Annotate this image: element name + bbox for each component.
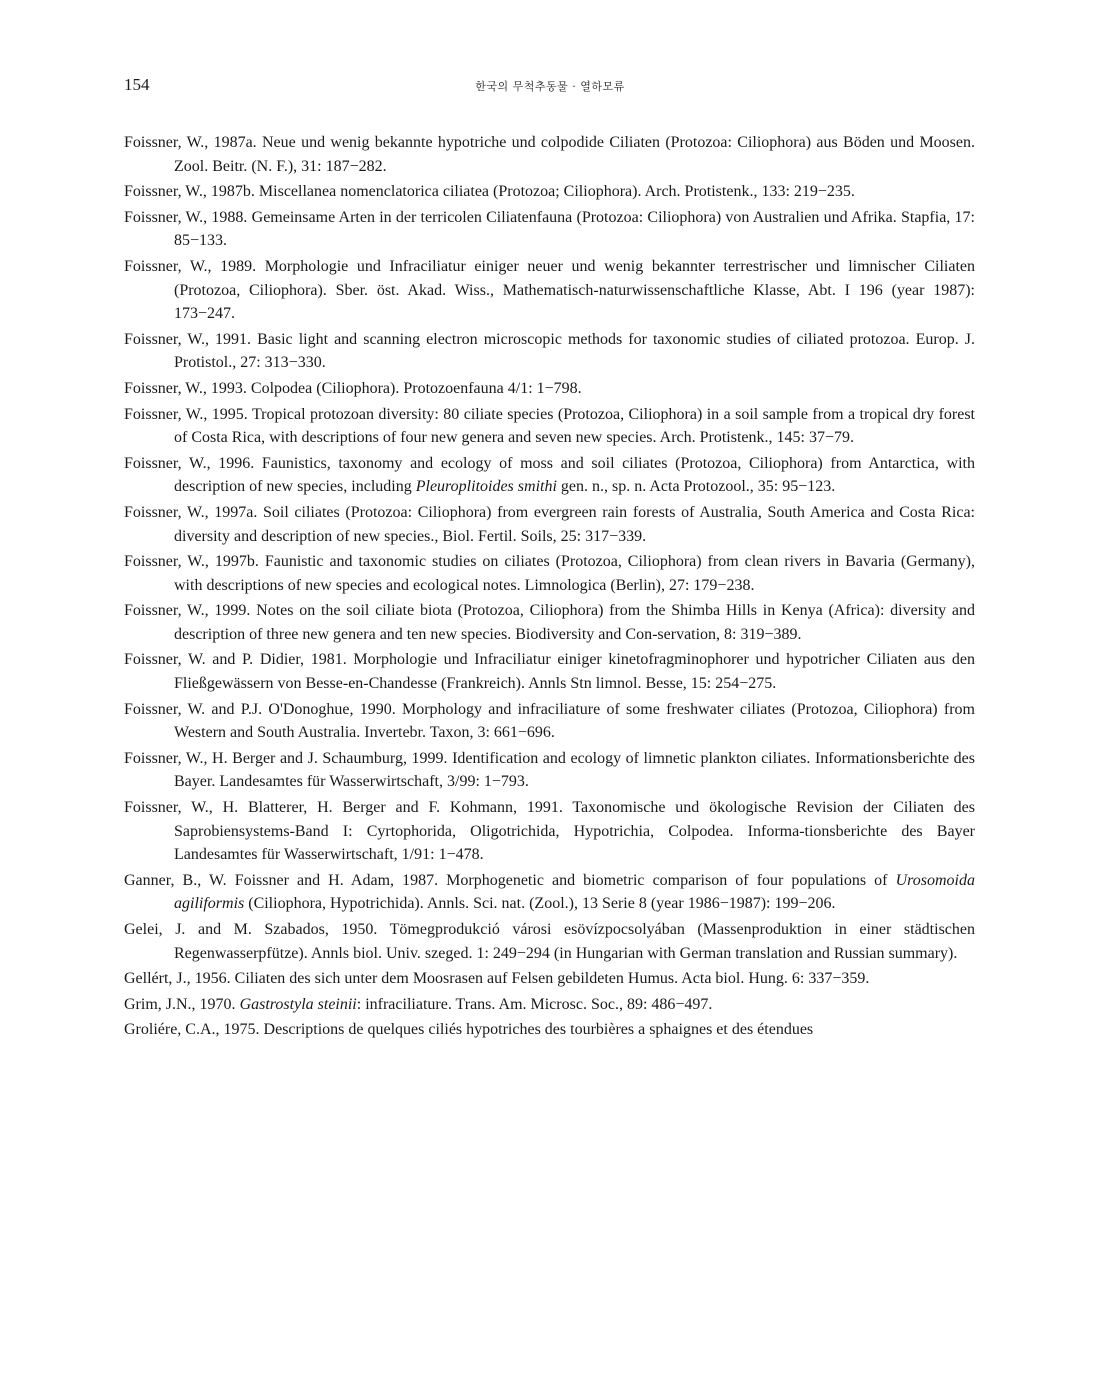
- reference-entry: [124, 131, 975, 178]
- reference-list: [124, 131, 975, 1044]
- page-number: 154: [124, 75, 150, 94]
- reference-text: Foissner, W., 1987a. Neue und wenig bekannte hypotriche und colpodide Ciliaten (Protozoa: Ciliophora) aus Böden und Moosen. Zool. Beitr. (N. F.), 31: 187−282.: [124, 134, 975, 175]
- species-name: Gastrostyla steinii: [239, 995, 357, 1013]
- reference-text: Foissner, W., 1988. Gemeinsame Arten in der terricolen Ciliatenfauna (Protozoa: Ciliophora) von Australien und Afrika. Stapfia, 17: 85−133.: [124, 208, 975, 250]
- reference-text: : infraciliature. Trans. Am. Microsc. Soc., 89: 486−497.: [356, 995, 713, 1013]
- reference-entry: [124, 698, 975, 745]
- reference-text: Foissner, W., H. Blatterer, H. Berger and F. Kohmann, 1991. Taxonomische und ökologische Revision der Ciliaten des Saprobiensystems-Band I: Cyrtophorida, Oligotrichida, Hypotrichia, Colpodea. Informa-tionsberichte des Bayer Landesamtes für Wasserwirtschaft, 1/91: 1−478.: [124, 799, 975, 864]
- reference-text: Foissner, W., 1997a. Soil ciliates (Protozoa: Ciliophora) from evergreen rain forests of Australia, South America and Costa Rica: diversity and description of new species., Biol. Fertil. Soils, 25: 317−339.: [124, 503, 975, 545]
- reference-entry: [124, 501, 975, 548]
- reference-entry: [124, 206, 975, 253]
- reference-entry: [124, 255, 975, 326]
- reference-entry: [124, 869, 975, 916]
- reference-text: Grim, J.N., 1970.: [124, 995, 240, 1013]
- reference-entry: [124, 648, 975, 695]
- reference-text: Foissner, W., 1993. Colpodea (Ciliophora). Protozoenfauna 4/1: 1−798.: [124, 379, 582, 397]
- reference-entry: [124, 967, 975, 991]
- reference-text: Foissner, W., 1987b. Miscellanea nomenclatorica ciliatea (Protozoa; Ciliophora). Arch. Protistenk., 133: 219−235.: [124, 183, 855, 201]
- reference-entry: [124, 796, 975, 867]
- reference-text: Groliére, C.A., 1975. Descriptions de quelques ciliés hypotriches des tourbières a sphaignes et des étendues: [124, 1021, 814, 1039]
- reference-entry: [124, 918, 975, 965]
- reference-entry: [124, 747, 975, 794]
- reference-text: Foissner, W., 1997b. Faunistic and taxonomic studies on ciliates (Protozoa, Ciliophora) from clean rivers in Bavaria (Germany), with descriptions of new species and ecological notes. Limnologica (Berlin), 27: 179−238.: [124, 553, 975, 594]
- reference-entry: [124, 550, 975, 597]
- reference-text: Foissner, W. and P. Didier, 1981. Morphologie und Infraciliatur einiger kinetofragminophorer und hypotricher Ciliaten aus den Fließgewässern von Besse-en-Chandesse (Frankreich). Annls Stn limnol. Besse, 15: 254−275.: [124, 651, 975, 693]
- reference-text: Gellért, J., 1956. Ciliaten des sich unter dem Moosrasen auf Felsen gebildeten Humus. Acta biol. Hung. 6: 337−359.: [124, 970, 870, 988]
- running-title: 한국의 무척추동물 · 열하모류: [475, 80, 625, 93]
- reference-entry: [124, 452, 975, 499]
- reference-entry: [124, 180, 975, 204]
- reference-entry: [124, 328, 975, 375]
- reference-text: (Ciliophora, Hypotrichida). Annls. Sci. nat. (Zool.), 13 Serie 8 (year 1986−1987): 199−206.: [244, 895, 836, 913]
- reference-text: Foissner, W. and P.J. O'Donoghue, 1990. Morphology and infraciliature of some freshwater ciliates (Protozoa, Ciliophora) from Western and South Australia. Invertebr. Taxon, 3: 661−696.: [124, 700, 975, 742]
- reference-entry: [124, 993, 975, 1017]
- reference-text: Ganner, B., W. Foissner and H. Adam, 1987. Morphogenetic and biometric comparison of four populations of: [124, 871, 896, 889]
- reference-entry: [124, 599, 975, 646]
- reference-text: Foissner, W., 1989. Morphologie und Infraciliatur einiger neuer und wenig bekannter terrestrischer und limnischer Ciliaten (Protozoa, Ciliophora). Sber. öst. Akad. Wiss., Mathematisch-naturwissenschaftliche Klasse, Abt. I 196 (year 1987): 173−247.: [124, 257, 975, 323]
- species-name: Urosomoida agiliformis: [174, 871, 975, 913]
- reference-text: gen. n., sp. n. Acta Protozool., 35: 95−123.: [556, 478, 836, 496]
- reference-entry: [124, 377, 975, 401]
- reference-text: Foissner, W., 1991. Basic light and scanning electron microscopic methods for taxonomic studies of ciliated protozoa. Europ. J. Protistol., 27: 313−330.: [124, 330, 975, 372]
- species-name: Pleuroplitoides smithi: [415, 478, 557, 496]
- reference-text: Foissner, W., 1999. Notes on the soil ciliate biota (Protozoa, Ciliophora) from the Shimba Hills in Kenya (Africa): diversity and description of three new genera and ten new species. Biodiversity and Con-servation, 8: 319−389.: [124, 602, 975, 643]
- reference-text: Foissner, W., 1995. Tropical protozoan diversity: 80 ciliate species (Protozoa, Ciliophora) in a soil sample from a tropical dry forest of Costa Rica, with descriptions of four new genera and seven new species. Arch. Protistenk., 145: 37−79.: [124, 405, 975, 447]
- reference-text: Gelei, J. and M. Szabados, 1950. Tömegprodukció városi esövízpocsolyában (Massenproduktion in einer städtischen Regenwasserpfütze). Annls biol. Univ. szeged. 1: 249−294 (in Hungarian with German translation and Russian summary).: [124, 921, 975, 962]
- reference-entry: [124, 403, 975, 450]
- reference-text: Foissner, W., 1996. Faunistics, taxonomy and ecology of moss and soil ciliates (Protozoa, Ciliophora) from Antarctica, with description of new species, including: [124, 454, 975, 496]
- reference-text: Foissner, W., H. Berger and J. Schaumburg, 1999. Identification and ecology of limnetic plankton ciliates. Informationsberichte des Bayer. Landesamtes für Wasserwirtschaft, 3/99: 1−793.: [124, 749, 975, 791]
- reference-entry: [124, 1018, 975, 1042]
